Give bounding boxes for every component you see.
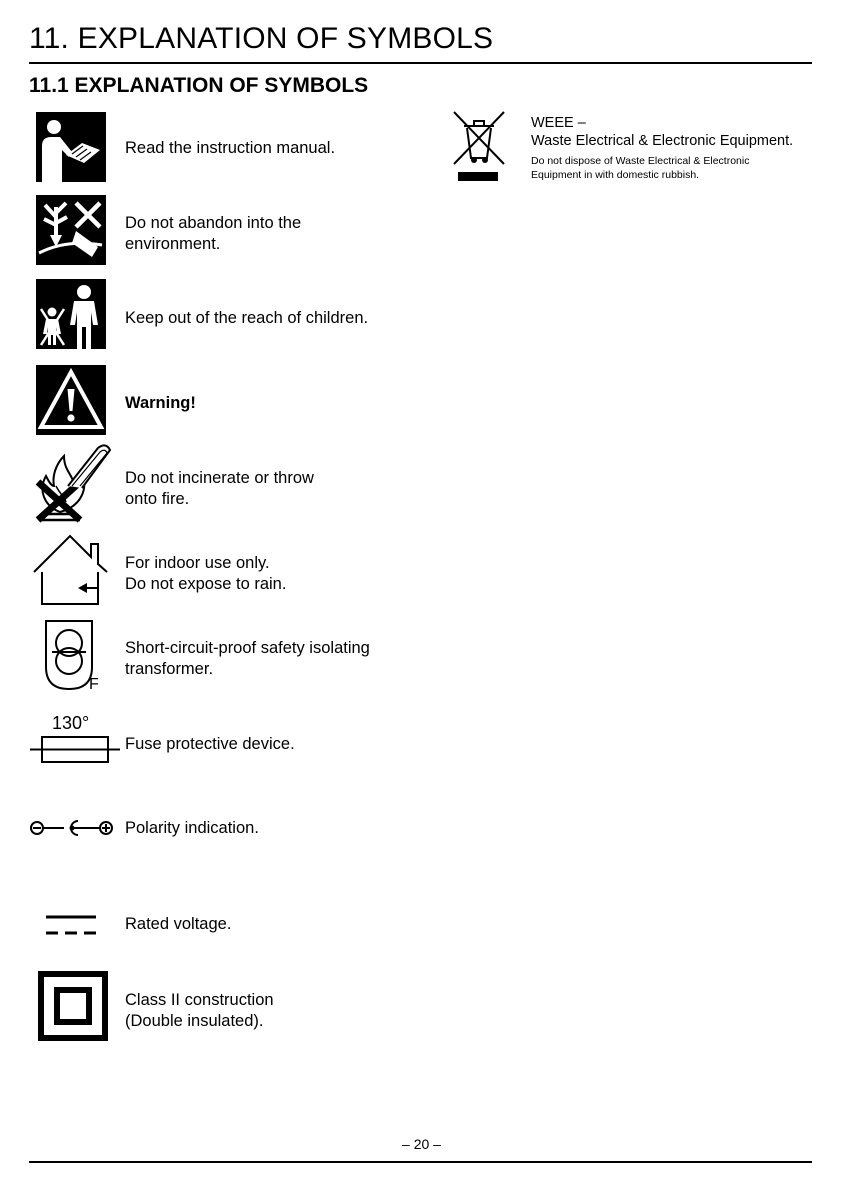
- symbol-text-transformer: Short-circuit-proof safety isolating transformer.: [125, 639, 370, 678]
- title-divider: [29, 62, 812, 64]
- symbol-text-no-fire: Do not incinerate or throw onto fire.: [125, 469, 314, 508]
- page-number: – 20 –: [402, 1136, 441, 1152]
- symbol-text-warning: Warning!: [125, 394, 196, 412]
- read-manual-icon: [36, 112, 106, 182]
- no-fire-icon: [30, 440, 126, 528]
- rated-voltage-icon: [46, 913, 98, 939]
- no-abandon-environment-icon: [36, 195, 106, 265]
- transformer-label: F: [89, 676, 99, 693]
- symbol-text-polarity: Polarity indication.: [125, 819, 259, 837]
- page-title: 11. EXPLANATION OF SYMBOLS: [29, 22, 494, 55]
- symbol-text-class-ii: Class II construction (Double insulated).: [125, 991, 274, 1030]
- symbol-text-children: Keep out of the reach of children.: [125, 309, 369, 327]
- footer-divider: [29, 1161, 812, 1163]
- weee-heading: WEEE – Waste Electrical & Electronic Equipment.: [531, 115, 794, 149]
- indoor-use-icon: [32, 534, 112, 606]
- class-ii-icon: [38, 971, 108, 1041]
- symbol-text-fuse: Fuse protective device.: [125, 735, 295, 753]
- weee-note: Do not dispose of Waste Electrical & Electronic Equipment in with domestic rubbish.: [531, 155, 750, 181]
- fuse-icon: [30, 734, 120, 766]
- section-title: 11.1 EXPLANATION OF SYMBOLS: [29, 74, 369, 97]
- warning-triangle-icon: [36, 365, 106, 435]
- symbol-text-indoor: For indoor use only. Do not expose to rain.: [125, 554, 287, 593]
- keep-away-children-icon: [36, 279, 106, 349]
- symbol-text-rated-voltage: Rated voltage.: [125, 915, 232, 933]
- polarity-icon: [29, 818, 115, 838]
- symbol-text-no-abandon: Do not abandon into the environment.: [125, 214, 302, 253]
- symbol-text-read-manual: Read the instruction manual.: [125, 139, 336, 157]
- fuse-rating-label: 130°: [52, 713, 90, 733]
- crossed-bin-icon: [450, 108, 510, 189]
